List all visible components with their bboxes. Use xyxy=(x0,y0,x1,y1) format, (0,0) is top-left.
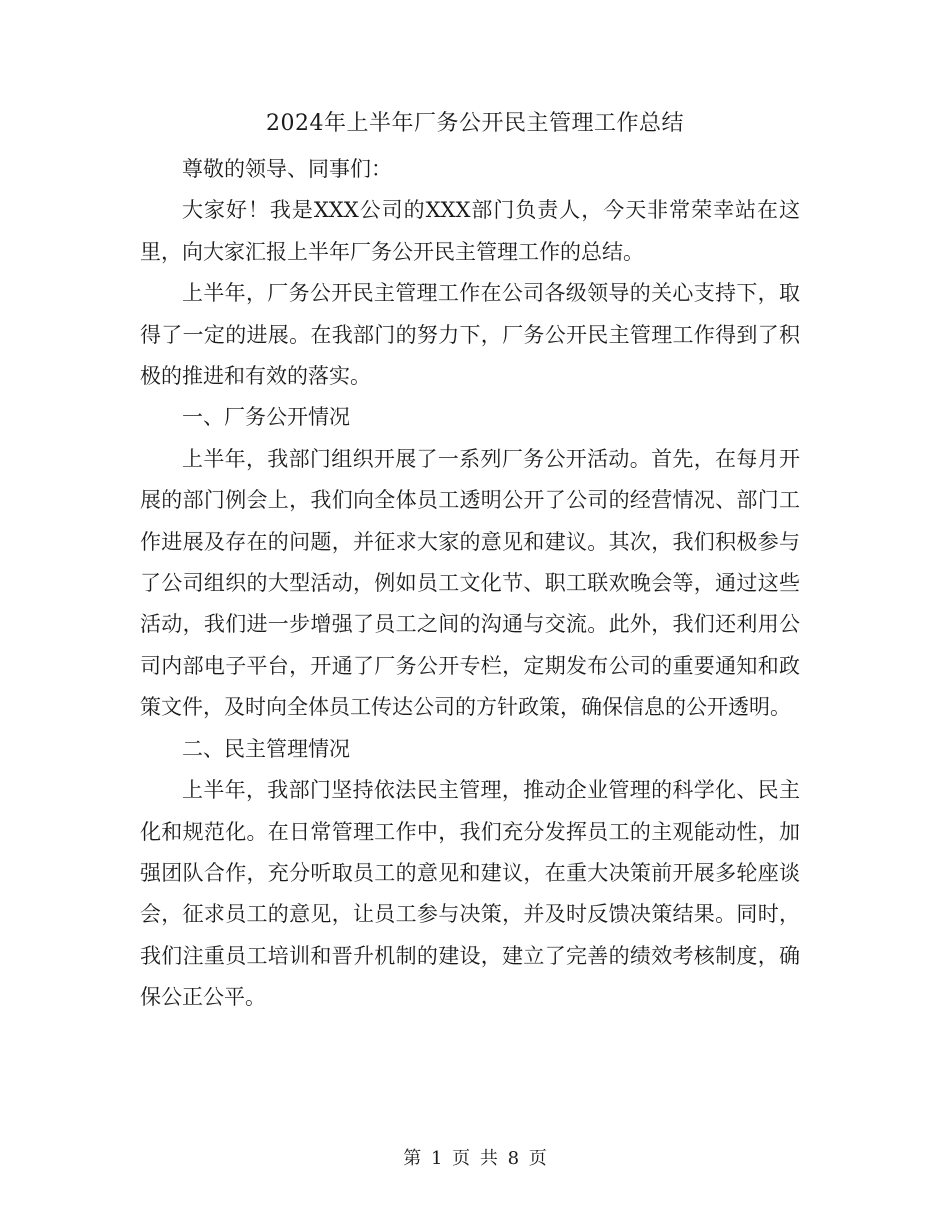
paragraph-overview: 上半年，厂务公开民主管理工作在公司各级领导的关心支持下，取得了一定的进展。在我部门的努力下，厂务公开民主管理工作得到了积极的推进和有效的落实。 xyxy=(140,281,800,389)
paragraph-factory-disclosure: 上半年，我部门组织开展了一系列厂务公开活动。首先，在每月开展的部门例会上，我们向全体员工透明公开了公司的经营情况、部门工作进展及存在的问题，并征求大家的意见和建议。其次，我们积极参与了公司组织的大型活动，例如员工文化节、职工联欢晚会等，通过这些活动，我们进一步增强了员工之间的沟通与交流。此外，我们还利用公司内部电子平台，开通了厂务公开专栏，定期发布公司的重要通知和政策文件，及时向全体员工传达公司的方针政策，确保信息的公开透明。 xyxy=(140,446,800,720)
section-heading-democratic-management: 二、民主管理情况 xyxy=(182,736,350,761)
page-footer: 第 1 页 共 8 页 xyxy=(403,1148,547,1169)
document-body xyxy=(140,149,800,1019)
document-title: 2024年上半年厂务公开民主管理工作总结 xyxy=(266,111,684,136)
paragraph-democratic-management: 上半年，我部门坚持依法民主管理，推动企业管理的科学化、民主化和规范化。在日常管理工作中，我们充分发挥员工的主观能动性，加强团队合作，充分听取员工的意见和建议，在重大决策前开展多轮座谈会，征求员工的意见，让员工参与决策，并及时反馈决策结果。同时，我们注重员工培训和晋升机制的建设，建立了完善的绩效考核制度，确保公正公平。 xyxy=(140,778,800,1010)
paragraph-greeting: 大家好！我是XXX公司的XXX部门负责人，今天非常荣幸站在这里，向大家汇报上半年厂务公开民主管理工作的总结。 xyxy=(140,198,800,264)
section-heading-factory-disclosure: 一、厂务公开情况 xyxy=(182,405,350,430)
salutation: 尊敬的领导、同事们： xyxy=(182,157,392,181)
